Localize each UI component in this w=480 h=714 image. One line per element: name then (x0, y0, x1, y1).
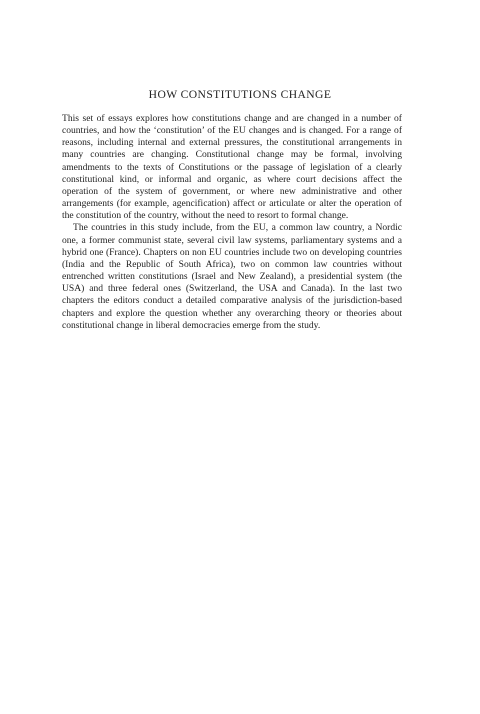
page-title: HOW CONSTITUTIONS CHANGE (148, 88, 332, 101)
body-text (62, 113, 402, 332)
paragraph-intro: This set of essays explores how constitutions change and are changed in a number of countries, and how the ‘constitution’ of the EU changes and is changed. For a range of reasons, including internal and external pressures, the constitutional arrangements in many countries are changing. Constitutional change may be formal, involving amendments to the texts of Constitutions or the passage of legislation of a clearly constitutional kind, or informal and organic, as where court decisions affect the operation of the system of government, or where new administrative and other arrangements (for example, agencification) affect or articulate or alter the operation of the constitution of the country, without the need to resort to formal change. (62, 113, 402, 222)
paragraph-countries: The countries in this study include, from the EU, a common law country, a Nordic one, a former communist state, several civil law systems, parliamentary systems and a hybrid one (France). Chapters on non EU countries include two on developing countries (India and the Republic of South Africa), two on common law countries without entrenched written constitutions (Israel and New Zealand), a presidential system (the USA) and three federal ones (Switzerland, the USA and Canada). In the last two chapters the editors conduct a detailed comparative analysis of the jurisdiction-based chapters and explore the question whether any overarching theory or theories about constitutional change in liberal democracies emerge from the study. (62, 222, 402, 331)
